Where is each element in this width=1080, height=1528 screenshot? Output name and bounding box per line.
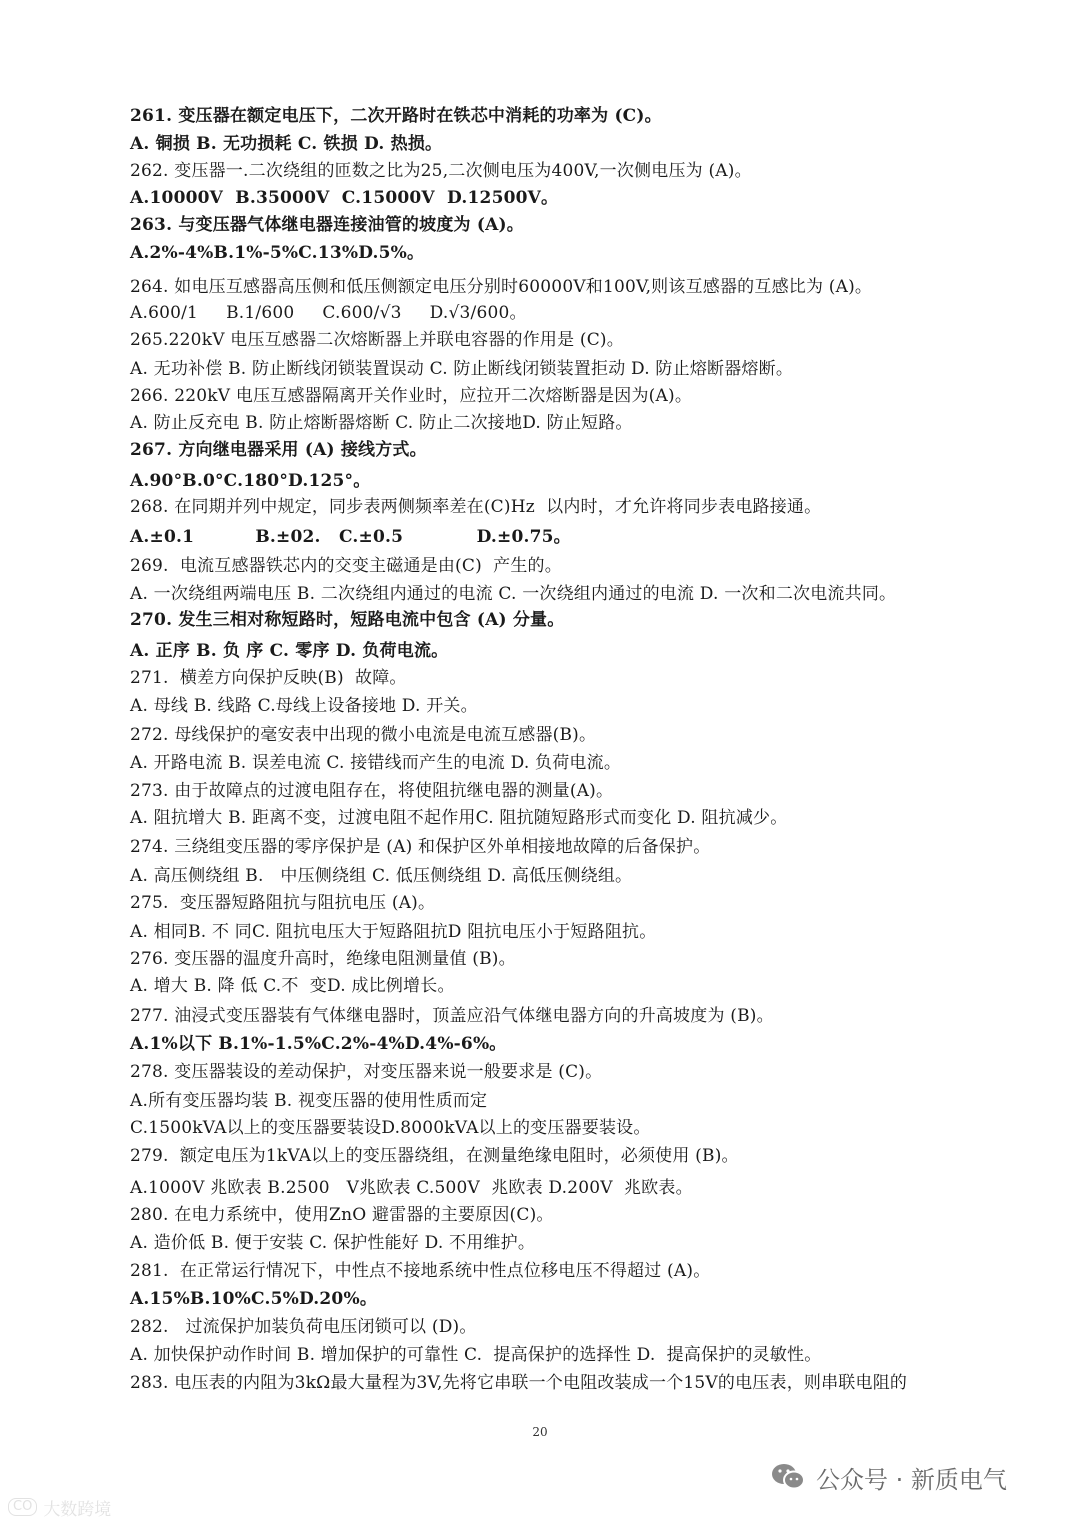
text-line: A. 加快保护动作时间 B. 增加保护的可靠性 C. 提高保护的选择性 D. 提高保护的灵敏性。 <box>130 1345 822 1365</box>
text-line: 280. 在电力系统中，使用ZnO 避雷器的主要原因(C)。 <box>130 1205 554 1225</box>
text-line: 282. 过流保护加装负荷电压闭锁可以 (D)。 <box>130 1317 477 1337</box>
text-line: 270. 发生三相对称短路时，短路电流中包含 (A) 分量。 <box>130 610 565 630</box>
page-number: 20 <box>532 1425 548 1439</box>
text-line: A.2%-4%B.1%-5%C.13%D.5%。 <box>130 243 425 263</box>
text-line: 263. 与变压器气体继电器连接油管的坡度为 (A)。 <box>130 215 524 235</box>
text-line: 273. 由于故障点的过渡电阻存在，将使阻抗继电器的测量(A)。 <box>130 781 614 801</box>
logo-mark: CO <box>8 1498 37 1516</box>
text-line: A. 高压侧绕组 B. 中压侧绕组 C. 低压侧绕组 D. 高低压侧绕组。 <box>130 866 633 886</box>
text-line: 271. 横差方向保护反映(B) 故障。 <box>130 668 407 688</box>
text-line: A. 开路电流 B. 误差电流 C. 接错线而产生的电流 D. 负荷电流。 <box>130 753 622 773</box>
text-line: A. 造价低 B. 便于安装 C. 保护性能好 D. 不用维护。 <box>130 1233 536 1253</box>
text-line: C.1500kVA以上的变压器要装设D.8000kVA以上的变压器要装设。 <box>130 1118 651 1138</box>
text-line: 265.220kV 电压互感器二次熔断器上并联电容器的作用是 (C)。 <box>130 330 624 350</box>
text-line: A.10000V B.35000V C.15000V D.12500V。 <box>130 188 559 208</box>
text-line: A.15%B.10%C.5%D.20%。 <box>130 1289 378 1309</box>
text-line: A.1%以下 B.1%-1.5%C.2%-4%D.4%-6%。 <box>130 1034 507 1054</box>
text-line: 281. 在正常运行情况下，中性点不接地系统中性点位移电压不得超过 (A)。 <box>130 1261 711 1281</box>
text-line: A. 正序 B. 负 序 C. 零序 D. 负荷电流。 <box>130 641 449 661</box>
wechat-icon <box>770 1462 806 1492</box>
text-line: A. 增大 B. 降 低 C.不 变D. 成比例增长。 <box>130 976 455 996</box>
text-line: 261. 变压器在额定电压下，二次开路时在铁芯中消耗的功率为 (C)。 <box>130 106 662 126</box>
text-line: 264. 如电压互感器高压侧和低压侧额定电压分别时60000V和100V,则该互感器的互感比为 (A)。 <box>130 277 873 297</box>
text-line: A. 母线 B. 线路 C.母线上设备接地 D. 开关。 <box>130 696 478 716</box>
text-line: A. 相同B. 不 同C. 阻抗电压大于短路阻抗D 阻抗电压小于短路阻抗。 <box>130 922 657 942</box>
watermark-text: 大数跨境 <box>43 1499 112 1520</box>
text-line: A.600/1 B.1/600 C.600/√3 D.√3/600。 <box>130 303 527 323</box>
wechat-account-text: 公众号 · 新质电气 <box>816 1465 1007 1494</box>
text-line: A.±0.1 B.±02. C.±0.5 D.±0.75。 <box>130 527 571 547</box>
text-line: A. 无功补偿 B. 防止断线闭锁装置误动 C. 防止断线闭锁装置拒动 D. 防止熔断器熔断。 <box>130 359 794 379</box>
text-line: A. 阻抗增大 B. 距离不变，过渡电阻不起作用C. 阻抗随短路形式而变化 D. 阻抗减少。 <box>130 808 788 828</box>
text-line: 277. 油浸式变压器装有气体继电器时，顶盖应沿气体继电器方向的升高坡度为 (B)。 <box>130 1006 774 1026</box>
text-line: 274. 三绕组变压器的零序保护是 (A) 和保护区外单相接地故障的后备保护。 <box>130 837 711 857</box>
text-line: A.1000V 兆欧表 B.2500 V兆欧表 C.500V 兆欧表 D.200V 兆欧表。 <box>130 1178 693 1198</box>
text-line: A. 一次绕组两端电压 B. 二次绕组内通过的电流 C. 一次绕组内通过的电流 D. 一次和二次电流共同。 <box>130 584 897 604</box>
text-line: A.90°B.0°C.180°D.125°。 <box>130 471 371 491</box>
watermark <box>8 1494 111 1520</box>
text-line: 267. 方向继电器采用 (A) 接线方式。 <box>130 440 427 460</box>
text-line: A. 铜损 B. 无功损耗 C. 铁损 D. 热损。 <box>130 134 443 154</box>
wechat-account-label <box>770 1460 1007 1494</box>
text-line: 269. 电流互感器铁芯内的交变主磁通是由(C) 产生的。 <box>130 556 562 576</box>
text-line: 278. 变压器装设的差动保护，对变压器来说一般要求是 (C)。 <box>130 1062 603 1082</box>
text-line: 275. 变压器短路阻抗与阻抗电压 (A)。 <box>130 893 436 913</box>
text-line: A.所有变压器均装 B. 视变压器的使用性质而定 <box>130 1091 488 1111</box>
text-line: 262. 变压器一.二次绕组的匝数之比为25,二次侧电压为400V,一次侧电压为 (A)。 <box>130 161 752 181</box>
text-line: 268. 在同期并列中规定，同步表两侧频率差在(C)Hz 以内时，才允许将同步表电路接通。 <box>130 497 822 517</box>
text-line: 272. 母线保护的毫安表中出现的微小电流是电流互感器(B)。 <box>130 725 597 745</box>
text-line: 279. 额定电压为1kVA以上的变压器绕组，在测量绝缘电阻时，必须使用 (B)。 <box>130 1146 739 1166</box>
text-line: A. 防止反充电 B. 防止熔断器熔断 C. 防止二次接地D. 防止短路。 <box>130 413 633 433</box>
text-line: 283. 电压表的内阻为3kΩ最大量程为3V,先将它串联一个电阻改装成一个15V的电压表，则串联电阻的 <box>130 1373 908 1393</box>
text-line: 266. 220kV 电压互感器隔离开关作业时，应拉开二次熔断器是因为(A)。 <box>130 386 693 406</box>
text-line: 276. 变压器的温度升高时，绝缘电阻测量值 (B)。 <box>130 949 516 969</box>
